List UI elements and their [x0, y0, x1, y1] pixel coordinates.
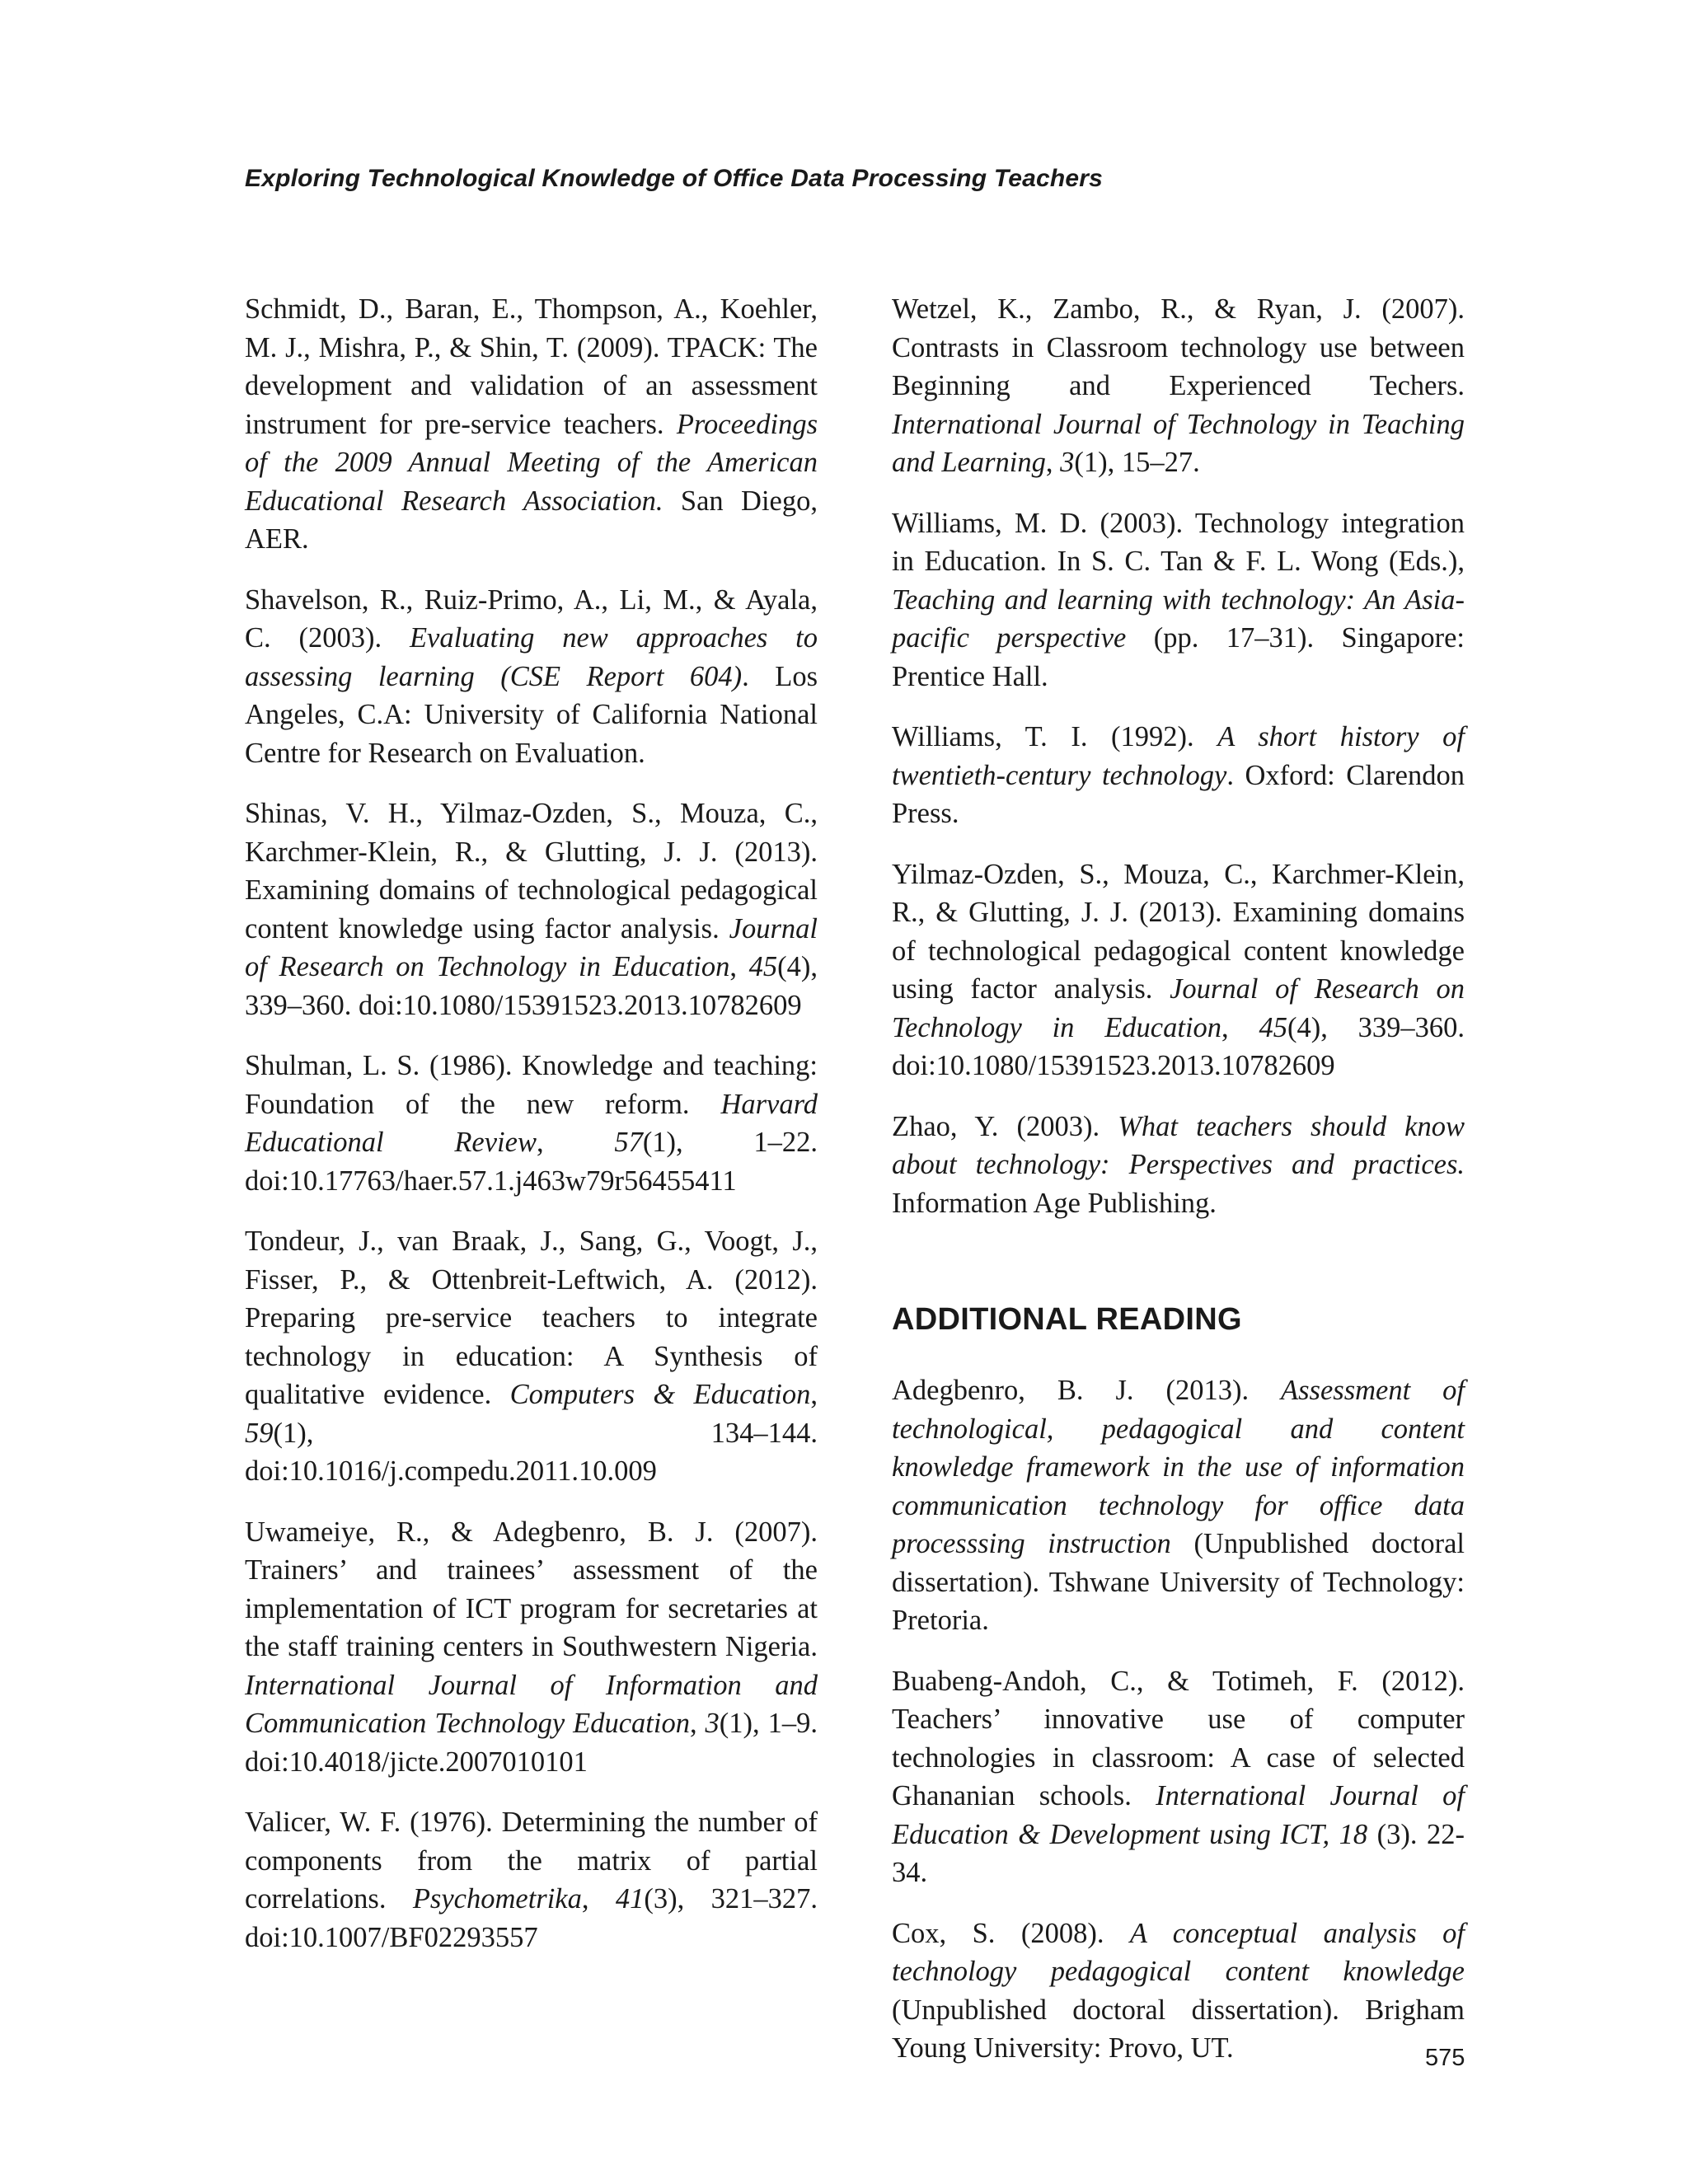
reference-text: ,: [581, 1883, 616, 1915]
reference-entry: [892, 1108, 1465, 1223]
reference-italic-text: 59: [245, 1417, 274, 1449]
reference-text: (3). 22-34.: [892, 1818, 1465, 1888]
reference-text: San Diego, AER.: [245, 485, 818, 555]
reference-italic-text: A conceptual analysis of technology pedagogical content knowledge: [892, 1917, 1465, 1987]
reference-text: (pp. 17–31). Singapore: Prentice Hall.: [892, 622, 1465, 692]
reference-italic-text: Psychometrika: [412, 1883, 582, 1915]
reference-text: (3), 321–327. doi:10.1007/BF02293557: [245, 1883, 818, 1953]
reference-italic-text: 45: [1259, 1011, 1287, 1043]
reference-text: Cox, S. (2008).: [892, 1917, 1130, 1949]
reference-entry: [245, 581, 818, 773]
reference-italic-text: Assessment of technological, pedagogical and content knowledge framework in the use of information communication technology for office data processsing instruction: [892, 1375, 1465, 1559]
reference-entry: [892, 1371, 1465, 1640]
reference-text: (4), 339–360. doi:10.1080/15391523.2013.10782609: [892, 1011, 1465, 1081]
reference-italic-text: Journal of Research on Technology in Education: [245, 912, 818, 982]
running-header: Exploring Technological Knowledge of Office Data Processing Teachers: [245, 165, 1104, 192]
reference-text: ,: [1221, 1011, 1259, 1043]
reference-italic-text: International Journal of Education & Development using ICT, 18: [892, 1780, 1465, 1850]
reference-italic-text: Harvard Educational Review: [245, 1088, 818, 1158]
reference-italic-text: What teachers should know about technology: Perspectives and practices.: [892, 1110, 1465, 1180]
page-number: 575: [1425, 2045, 1465, 2071]
reference-entry: [245, 1513, 818, 1782]
reference-text: Tondeur, J., van Braak, J., Sang, G., Voogt, J., Fisser, P., & Ottenbreit-Leftwich, A. (2012). Preparing pre-service teachers to integrate technology in education: A Synthesis of qualitative evidence.: [245, 1226, 818, 1410]
reference-entry: [245, 1047, 818, 1200]
reference-italic-text: Proceedings of the 2009 Annual Meeting of the American Educational Research Association.: [245, 408, 818, 517]
reference-text: Adegbenro, B. J. (2013).: [892, 1375, 1282, 1406]
reference-text: ,: [729, 951, 749, 982]
right-column: [892, 290, 1465, 2090]
reference-entry: [245, 1803, 818, 1957]
reference-text: ,: [1045, 447, 1061, 478]
reference-entry: [892, 504, 1465, 696]
reference-italic-text: International Journal of Technology in Teaching and Learning: [892, 408, 1465, 478]
reference-text: Schmidt, D., Baran, E., Thompson, A., Koehler, M. J., Mishra, P., & Shin, T. (2009). TPACK: The development and validation of an assessment instrument for pre-service teachers.: [245, 293, 818, 440]
reference-entry: [892, 855, 1465, 1085]
reference-entry: [245, 1222, 818, 1491]
reference-italic-text: Journal of Research on Technology in Education: [892, 973, 1465, 1043]
reference-text: ,: [536, 1127, 615, 1158]
reference-text: Wetzel, K., Zambo, R., & Ryan, J. (2007). Contrasts in Classroom technology use between Beginning and Experienced Techers.: [892, 293, 1465, 401]
reference-text: Williams, T. I. (1992).: [892, 721, 1218, 752]
reference-entry: [245, 290, 818, 559]
reference-text: ,: [689, 1708, 706, 1739]
reference-entry: [245, 794, 818, 1024]
reference-text: . Los Angeles, C.A: University of California National Centre for Research on Evaluation.: [245, 660, 818, 769]
left-column: [245, 290, 818, 1979]
reference-italic-text: A short history of twentieth-century technology: [892, 721, 1465, 791]
reference-text: . Oxford: Clarendon Press.: [892, 759, 1465, 829]
reference-list: [892, 290, 1465, 1222]
reference-text: Shavelson, R., Ruiz-Primo, A., Li, M., & Ayala, C. (2003).: [245, 583, 818, 654]
reference-text: Williams, M. D. (2003). Technology integration in Education. In S. C. Tan & F. L. Wong (Eds.),: [892, 507, 1465, 577]
reference-text: Uwameiye, R., & Adegbenro, B. J. (2007). Trainers’ and trainees’ assessment of the implementation of ICT program for secretaries at the staff training centers in Southwestern Nigeria.: [245, 1516, 818, 1662]
section-heading-additional-reading: ADDITIONAL READING: [892, 1302, 1242, 1337]
reference-text: Valicer, W. F. (1976). Determining the number of components from the matrix of partial correlations.: [245, 1807, 818, 1915]
reference-text: Yilmaz-Ozden, S., Mouza, C., Karchmer-Klein, R., & Glutting, J. J. (2013). Examining domains of technological pedagogical content knowledge using factor analysis.: [892, 858, 1465, 1005]
reference-italic-text: 41: [615, 1883, 645, 1915]
reference-text: Zhao, Y. (2003).: [892, 1110, 1118, 1142]
reference-italic-text: 3: [1060, 447, 1075, 478]
reference-entry: [892, 290, 1465, 482]
reference-entry: [892, 718, 1465, 833]
reference-italic-text: International Journal of Information and Communication Technology Education: [245, 1669, 818, 1739]
reference-text: (1), 1–22. doi:10.17763/haer.57.1.j463w79r56455411: [245, 1127, 818, 1197]
additional-reading-list: [892, 1371, 1465, 2068]
reference-entry: [892, 1915, 1465, 2068]
reference-text: Information Age Publishing.: [892, 1187, 1217, 1219]
reference-text: (Unpublished doctoral dissertation). Brigham Young University: Provo, UT.: [892, 1994, 1465, 2064]
reference-entry: [892, 1662, 1465, 1892]
reference-text: Buabeng-Andoh, C., & Totimeh, F. (2012). Teachers’ innovative use of computer technologies in classroom: A case of selected Ghananian schools.: [892, 1665, 1465, 1811]
reference-text: (1), 1–9. doi:10.4018/jicte.2007010101: [245, 1708, 818, 1778]
reference-italic-text: Computers & Education: [509, 1379, 811, 1410]
reference-italic-text: Teaching and learning with technology: An Asia-pacific perspective: [892, 583, 1465, 654]
reference-italic-text: 57: [614, 1127, 643, 1158]
reference-italic-text: 3: [705, 1708, 720, 1739]
reference-text: Shulman, L. S. (1986). Knowledge and teaching: Foundation of the new reform.: [245, 1050, 818, 1120]
reference-italic-text: 45: [748, 951, 778, 982]
reference-text: Shinas, V. H., Yilmaz-Ozden, S., Mouza, C., Karchmer-Klein, R., & Glutting, J. J. (2013). Examining domains of technological pedagogical content knowledge using factor analysis.: [245, 798, 818, 944]
reference-text: ,: [810, 1379, 818, 1410]
reference-text: (1), 15–27.: [1074, 447, 1200, 478]
reference-text: (Unpublished doctoral dissertation). Tshwane University of Technology: Pretoria.: [892, 1528, 1465, 1636]
reference-text: (4), 339–360. doi:10.1080/15391523.2013.10782609: [245, 951, 818, 1021]
reference-text: (1), 134–144. doi:10.1016/j.compedu.2011.10.009: [245, 1417, 818, 1487]
reference-italic-text: Evaluating new approaches to assessing learning (CSE Report 604): [245, 622, 818, 692]
